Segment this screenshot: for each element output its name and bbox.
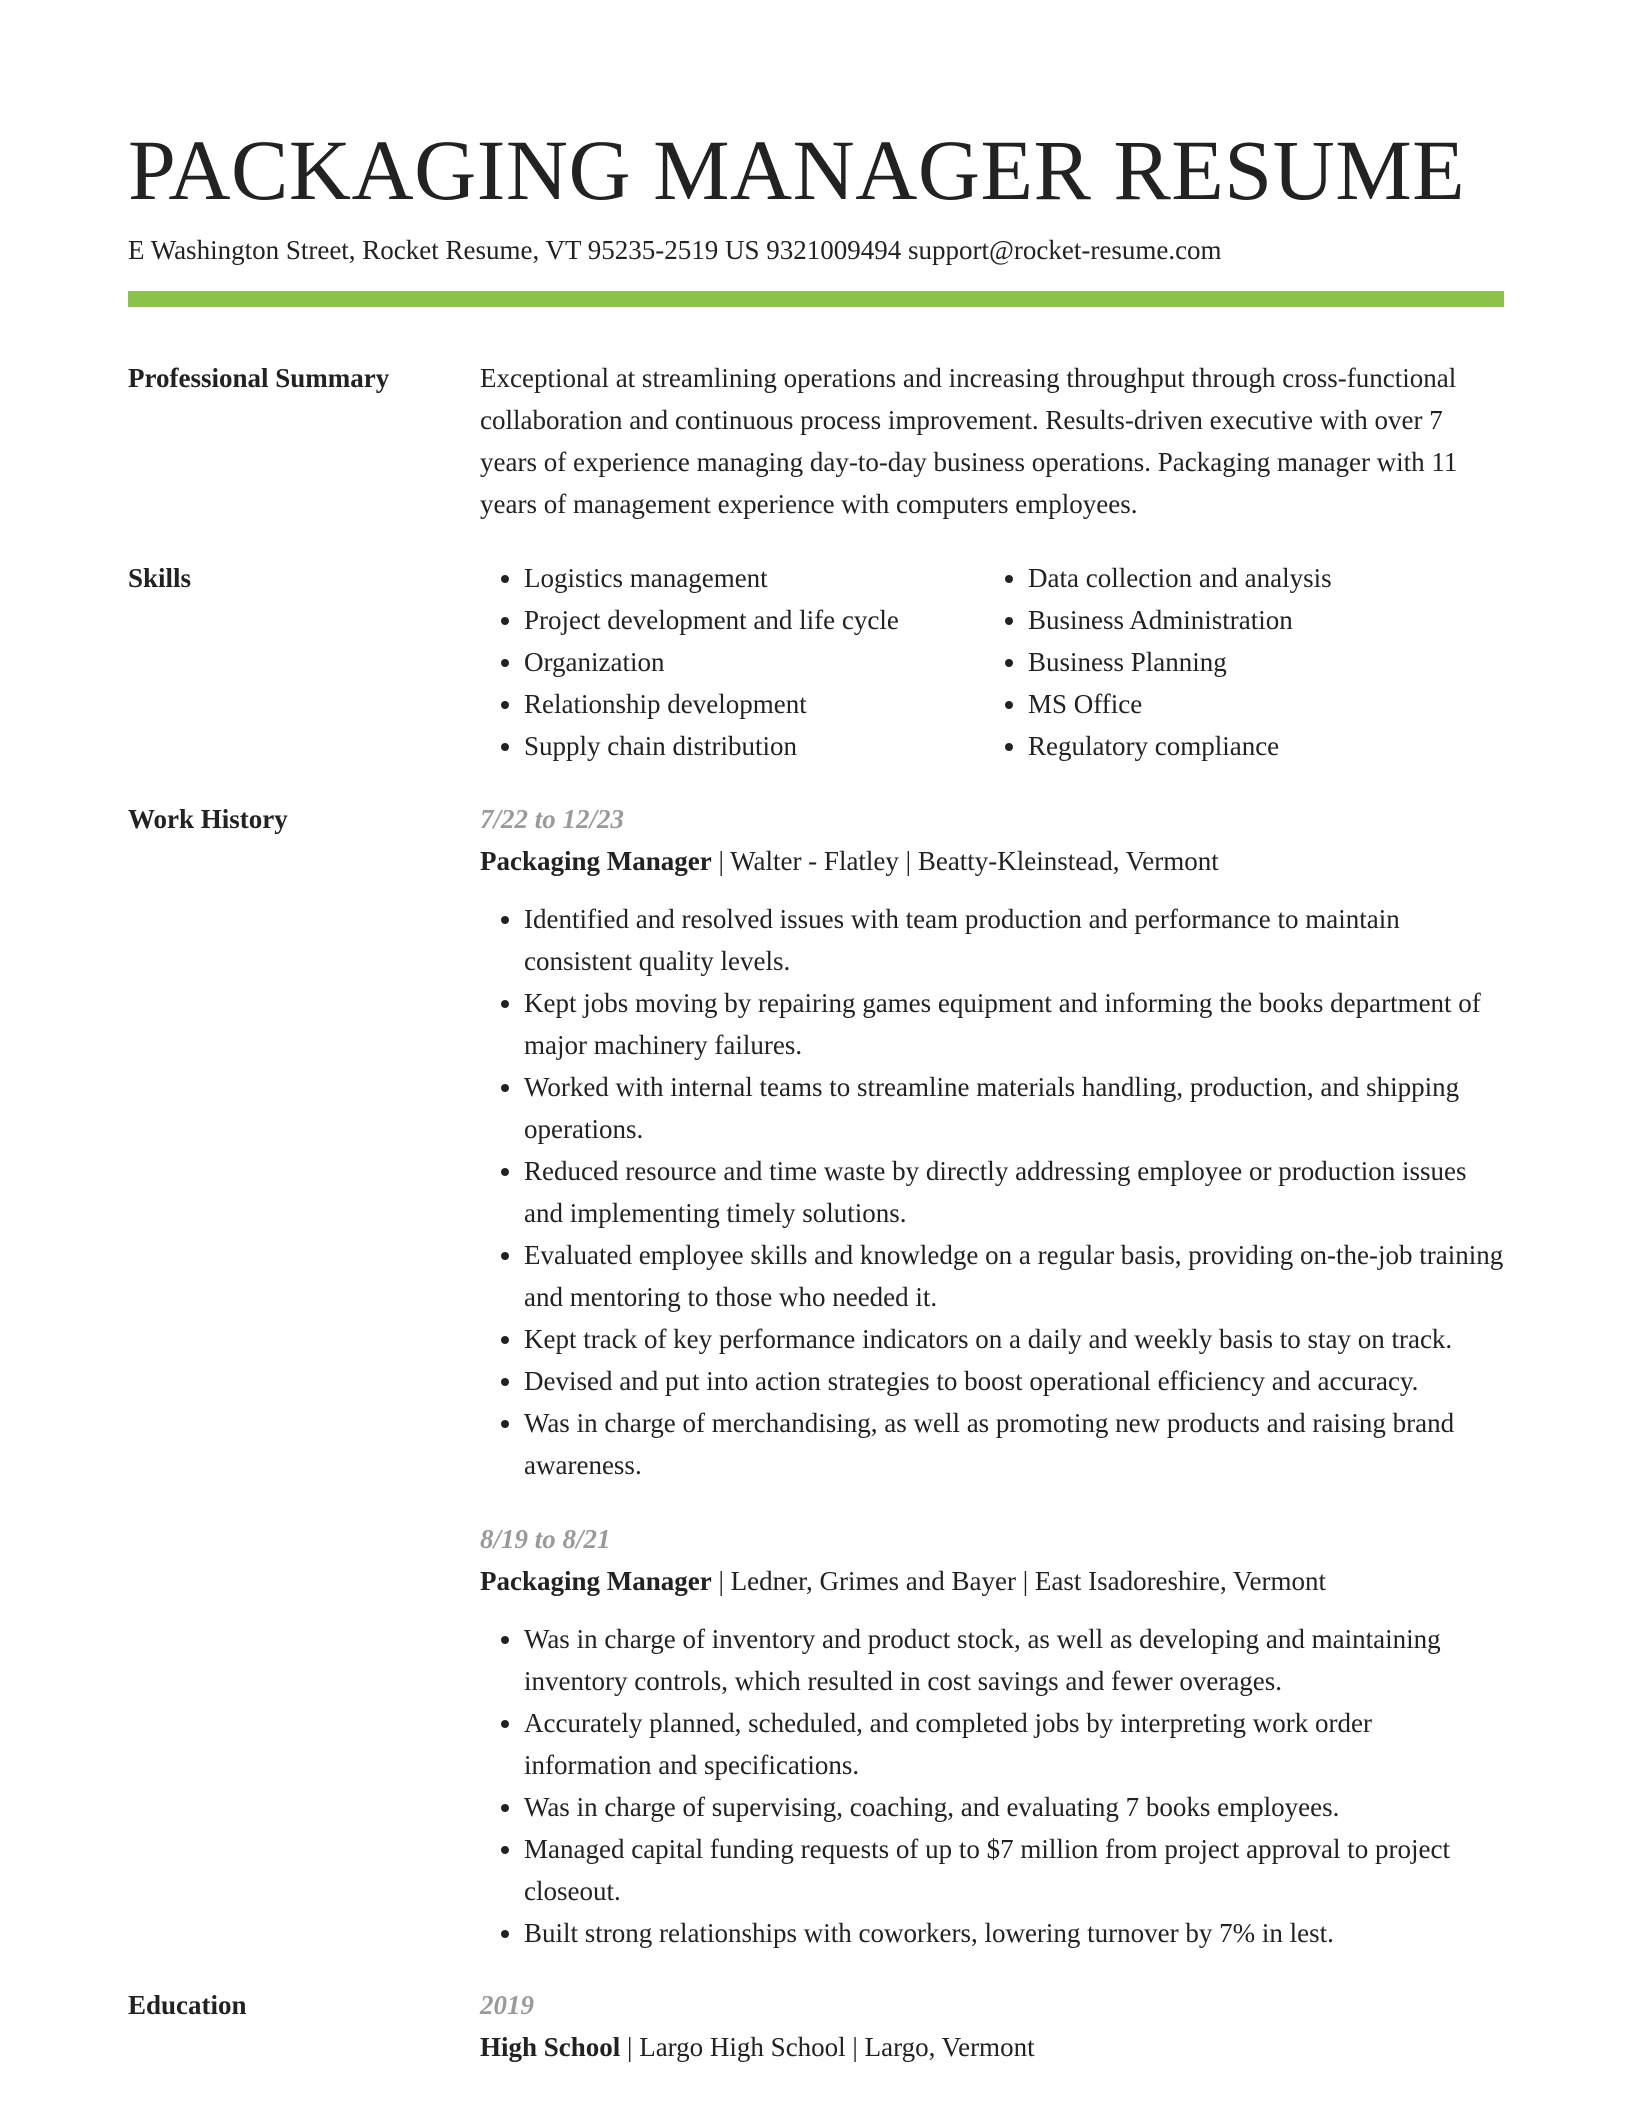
contact-info: E Washington Street, Rocket Resume, VT 95235-2519 US 9321009494 support@rocket-resume.com <box>128 235 1222 265</box>
skill-item: • Supply chain distribution <box>524 725 984 767</box>
job-role-line <box>480 1560 1504 1602</box>
job-bullet: • Devised and put into action strategies to boost operational efficiency and accuracy. <box>524 1360 1504 1402</box>
skills-grid <box>480 557 1504 767</box>
job-bullet: • Kept jobs moving by repairing games equipment and informing the books department of major machinery failures. <box>524 982 1504 1066</box>
skills-list-right <box>984 557 1332 767</box>
job-title: Packaging Manager <box>480 1566 712 1596</box>
education-school-location: | Largo High School | Largo, Vermont <box>620 2032 1035 2062</box>
section-label-summary: Professional Summary <box>128 363 390 393</box>
job-bullet: • Accurately planned, scheduled, and completed jobs by interpreting work order information and specifications. <box>524 1702 1504 1786</box>
work-history-section <box>128 798 1504 1954</box>
job-bullet: • Built strong relationships with coworkers, lowering turnover by 7% in lest. <box>524 1912 1504 1954</box>
job-employer-location: | Ledner, Grimes and Bayer | East Isadoreshire, Vermont <box>711 1566 1327 1596</box>
job-bullet: • Was in charge of supervising, coaching, and evaluating 7 books employees. <box>524 1786 1504 1828</box>
job-bullet: • Was in charge of inventory and product stock, as well as developing and maintaining inventory controls, which resulted in cost savings and fewer overages. <box>524 1618 1504 1702</box>
resume-title: PACKAGING MANAGER RESUME <box>128 122 1466 218</box>
skill-item: • Business Planning <box>1028 641 1332 683</box>
accent-divider <box>128 291 1504 307</box>
skill-item: • Data collection and analysis <box>1028 557 1332 599</box>
skills-list-left <box>480 557 984 767</box>
job-employer-location: | Walter - Flatley | Beatty-Kleinstead, Vermont <box>711 846 1219 876</box>
education-section <box>128 1984 1504 2068</box>
job-entry <box>480 1518 1504 1954</box>
skill-item: • Logistics management <box>524 557 984 599</box>
job-bullet: • Was in charge of merchandising, as well as promoting new products and raising brand awareness. <box>524 1402 1504 1486</box>
education-year: 2019 <box>480 1990 534 2020</box>
job-bullet: • Kept track of key performance indicators on a daily and weekly basis to stay on track. <box>524 1318 1504 1360</box>
professional-summary-section <box>128 357 1504 525</box>
job-bullets <box>480 898 1504 1486</box>
skills-section <box>128 557 1504 767</box>
education-degree: High School <box>480 2032 621 2062</box>
job-dates: 8/19 to 8/21 <box>480 1524 611 1554</box>
skill-item: • Regulatory compliance <box>1028 725 1332 767</box>
skill-item: • Relationship development <box>524 683 984 725</box>
job-role-line <box>480 840 1504 882</box>
job-bullet: • Identified and resolved issues with team production and performance to maintain consistent quality levels. <box>524 898 1504 982</box>
summary-text: Exceptional at streamlining operations and increasing throughput through cross-functional collaboration and continuous process improvement. Results-driven executive with over 7 years of experience managing day-to-day business operations. Packaging manager with 11 years of management experience with computers employees. <box>480 363 1458 519</box>
job-bullets <box>480 1618 1504 1954</box>
section-label-work-history: Work History <box>128 804 288 834</box>
job-bullet: • Worked with internal teams to streamline materials handling, production, and shipping operations. <box>524 1066 1504 1150</box>
job-entry <box>480 798 1504 1486</box>
job-bullet: • Managed capital funding requests of up to $7 million from project approval to project closeout. <box>524 1828 1504 1912</box>
job-bullet: • Reduced resource and time waste by directly addressing employee or production issues and implementing timely solutions. <box>524 1150 1504 1234</box>
skill-item: • Project development and life cycle <box>524 599 984 641</box>
job-dates: 7/22 to 12/23 <box>480 804 625 834</box>
education-line <box>480 2026 1504 2068</box>
job-title: Packaging Manager <box>480 846 712 876</box>
section-label-skills: Skills <box>128 563 192 593</box>
section-label-education: Education <box>128 1990 247 2020</box>
job-bullet: • Evaluated employee skills and knowledge on a regular basis, providing on-the-job training and mentoring to those who needed it. <box>524 1234 1504 1318</box>
resume-page <box>128 0 1504 2068</box>
skill-item: • MS Office <box>1028 683 1332 725</box>
skill-item: • Business Administration <box>1028 599 1332 641</box>
skill-item: • Organization <box>524 641 984 683</box>
